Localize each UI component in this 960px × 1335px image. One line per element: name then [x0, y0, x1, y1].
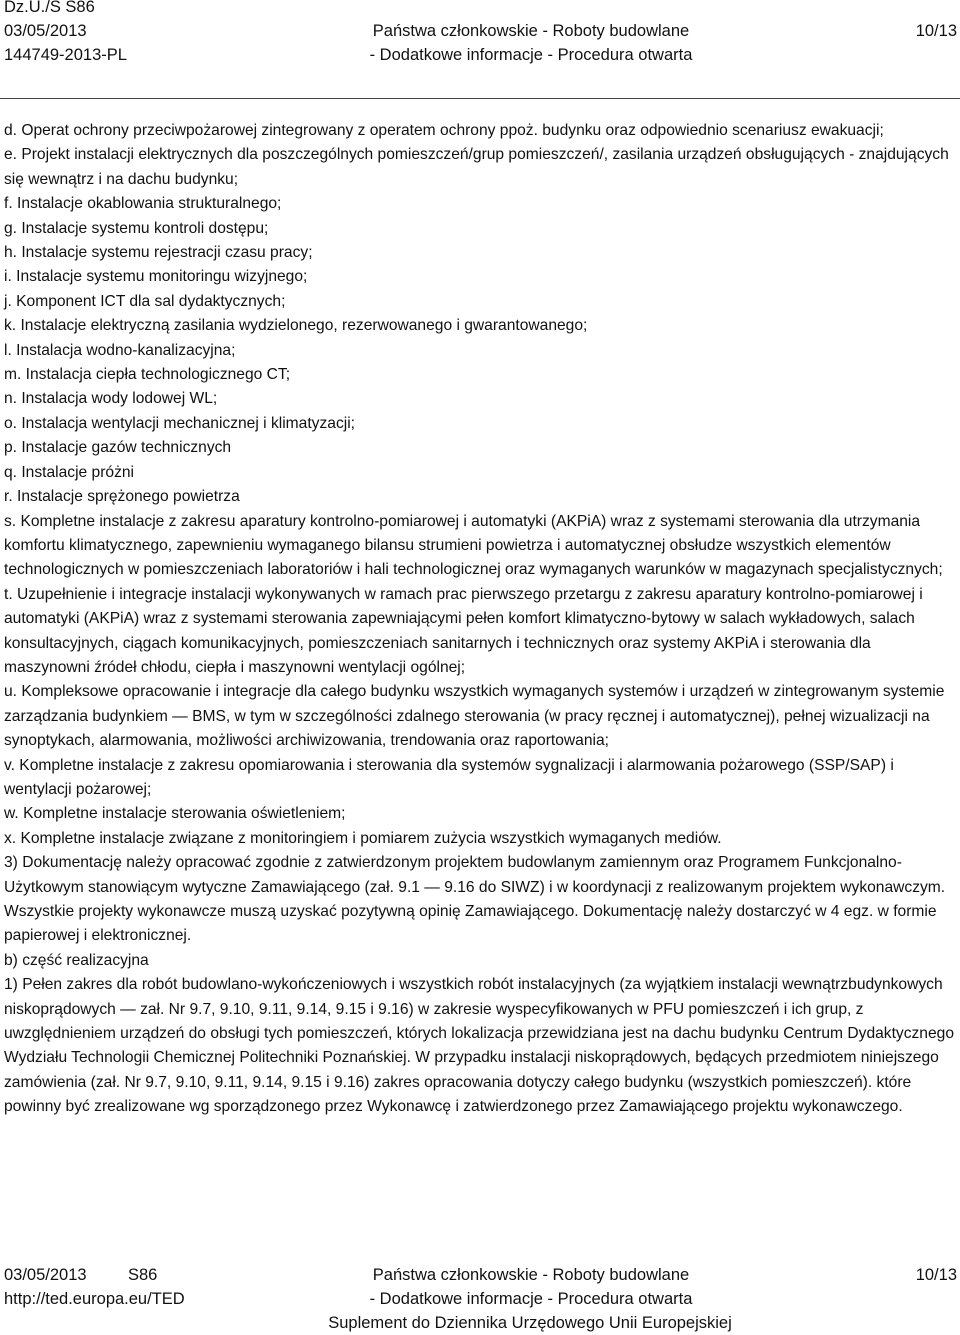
list-item-d: d. Operat ochrony przeciwpożarowej zintegrowany z operatem ochrony ppoż. budynku oraz odpowiednio scenariusz ewakuacji; [4, 122, 884, 139]
footer-url[interactable]: http://ted.europa.eu/TED [4, 1290, 185, 1308]
header-page-number: 10/13 [915, 22, 957, 40]
footer-page-number: 10/13 [915, 1266, 957, 1284]
header-title-line2: - Dodatkowe informacje - Procedura otwarta [369, 46, 693, 64]
footer-date: 03/05/2013 [4, 1266, 87, 1284]
list-item-q: q. Instalacje próżni [4, 463, 135, 481]
document-body [4, 119, 956, 1120]
footer-series: S86 [128, 1266, 158, 1284]
header-title-line1: Państwa członkowskie - Roboty budowlane [372, 22, 690, 40]
header-date: 03/05/2013 [4, 22, 87, 40]
list-item-r: r. Instalacje sprężonego powietrza [4, 488, 240, 506]
list-item-o: o. Instalacja wentylacji mechanicznej i klimatyzacji; [4, 414, 355, 432]
paragraph-documentation: 3) Dokumentację należy opracować zgodnie z zatwierdzonym projektem budowlanym zamiennym oraz Programem Funkcjonalno-Użytkowym stanowiącym wytyczne Zamawiającego (zał. 9.1 — 9.16 do SIWZ) i w koordynacji z realizowanym projektem wykonawczym. Wszystkie projekty wykonawcze muszą uzyskać pozytywną opinię Zamawiającego. Dokumentację należy dostarczyć w 4 egz. w formie papierowej i elektronicznej. [4, 854, 946, 945]
list-item-e: e. Projekt instalacji elektrycznych dla poszczególnych pomieszczeń/grup pomieszczeń/, zasilania urządzeń obsługujących - znajdujących się wewnątrz i na dachu budynku; [4, 146, 949, 188]
list-item-x: x. Kompletne instalacje związane z monitoringiem i pomiarem zużycia wszystkich wymaganych mediów. [4, 829, 722, 847]
list-item-f: f. Instalacje okablowania strukturalnego; [4, 195, 282, 213]
list-item-w: w. Kompletne instalacje sterowania oświetleniem; [4, 805, 346, 823]
list-item-n: n. Instalacja wody lodowej WL; [4, 390, 218, 408]
list-item-l: l. Instalacja wodno-kanalizacyjna; [4, 341, 236, 359]
list-item-v: v. Kompletne instalacje z zakresu opomiarowania i sterowania dla systemów sygnalizacji i alarmowania pożarowego (SSP/SAP) i wentylacji pożarowej; [4, 756, 894, 798]
list-item-i: i. Instalacje systemu monitoringu wizyjnego; [4, 268, 308, 286]
list-item-h: h. Instalacje systemu rejestracji czasu pracy; [4, 244, 313, 262]
list-item-t: t. Uzupełnienie i integracje instalacji wykonywanych w ramach prac pierwszego przetargu z zakresu aparatury kontrolno-pomiarowej i automatyki (AKPiA) wraz z systemami sterowania zapewniającymi pełen komfort klimatyczno-bytowy w salach wykładowych, salach konsultacyjnych, ciągach komunikacyjnych, pomieszczeniach sanitarnych i technicznych oraz systemy AKPiA i sterowania dla maszynowni źródeł chłodu, ciepła i maszynowni wentylacji ogólnej; [4, 585, 923, 676]
list-item-k: k. Instalacje elektryczną zasilania wydzielonego, rezerwowanego i gwarantowanego; [4, 317, 588, 335]
list-item-m: m. Instalacja ciepła technologicznego CT; [4, 366, 291, 384]
footer-title-line3: Suplement do Dziennika Urzędowego Unii Europejskiej [328, 1314, 732, 1332]
paragraph-scope: 1) Pełen zakres dla robót budowlano-wykończeniowych i wszystkich robót instalacyjnych (za wyjątkiem instalacji wewnątrzbudynkowych niskoprądowych — zał. Nr 9.7, 9.10, 9.11, 9.14, 9.15 i 9.16) w zakresie wyspecyfikowanych w PFU pomieszczeń i ich grup, z uwzględnieniem urządzeń do obsługi tych pomieszczeń, których lokalizacja przewidziana jest na dachu budynku Centrum Dydaktycznego Wydziału Technologii Chemicznej Politechniki Poznańskiej. W przypadku instalacji niskoprądowych, będących przedmiotem niniejszego zamówienia (zał. Nr 9.7, 9.10, 9.11, 9.14, 9.15 i 9.16) zakres opracowania dotyczy całego budynku (wszystkich pomieszczeń). które powinny być zrealizowane wg sporządzonego przez Wykonawcę i zatwierdzonego przez Zamawiającego projektu wykonawczego. [4, 976, 954, 1116]
list-item-j: j. Komponent ICT dla sal dydaktycznych; [4, 292, 286, 310]
footer-title-line2: - Dodatkowe informacje - Procedura otwarta [369, 1290, 693, 1308]
footer-title-line1: Państwa członkowskie - Roboty budowlane [372, 1266, 690, 1284]
section-heading-realization: b) część realizacyjna [4, 951, 149, 969]
list-item-u: u. Kompleksowe opracowanie i integracje dla całego budynku wszystkich wymaganych systemów i urządzeń w zintegrowanym systemie zarządzania budynkiem — BMS, w tym w szczególności zdalnego sterowania (w pracy ręcznej i automatycznej), pełnej wizualizacji na synoptykach, alarmowania, możliwości archiwizowania, trendowania oraz raportowania; [4, 683, 945, 750]
list-item-s: s. Kompletne instalacje z zakresu aparatury kontrolno-pomiarowej i automatyki (AKPiA) wraz z systemami sterowania dla utrzymania komfortu klimatycznego, zapewnieniu wymaganego bilansu strumieni powietrza i automatycznej obsłudze wszystkich elementów technologicznych w pomieszczeniach laboratoriów i hali technologicznej oraz wymaganych warunków w magazynach specjalistycznych; [4, 512, 943, 579]
list-item-g: g. Instalacje systemu kontroli dostępu; [4, 219, 269, 237]
header-reference: 144749-2013-PL [4, 46, 127, 64]
header-doc-id: Dz.U./S S86 [4, 0, 95, 16]
list-item-p: p. Instalacje gazów technicznych [4, 439, 232, 457]
header-divider [0, 98, 960, 99]
